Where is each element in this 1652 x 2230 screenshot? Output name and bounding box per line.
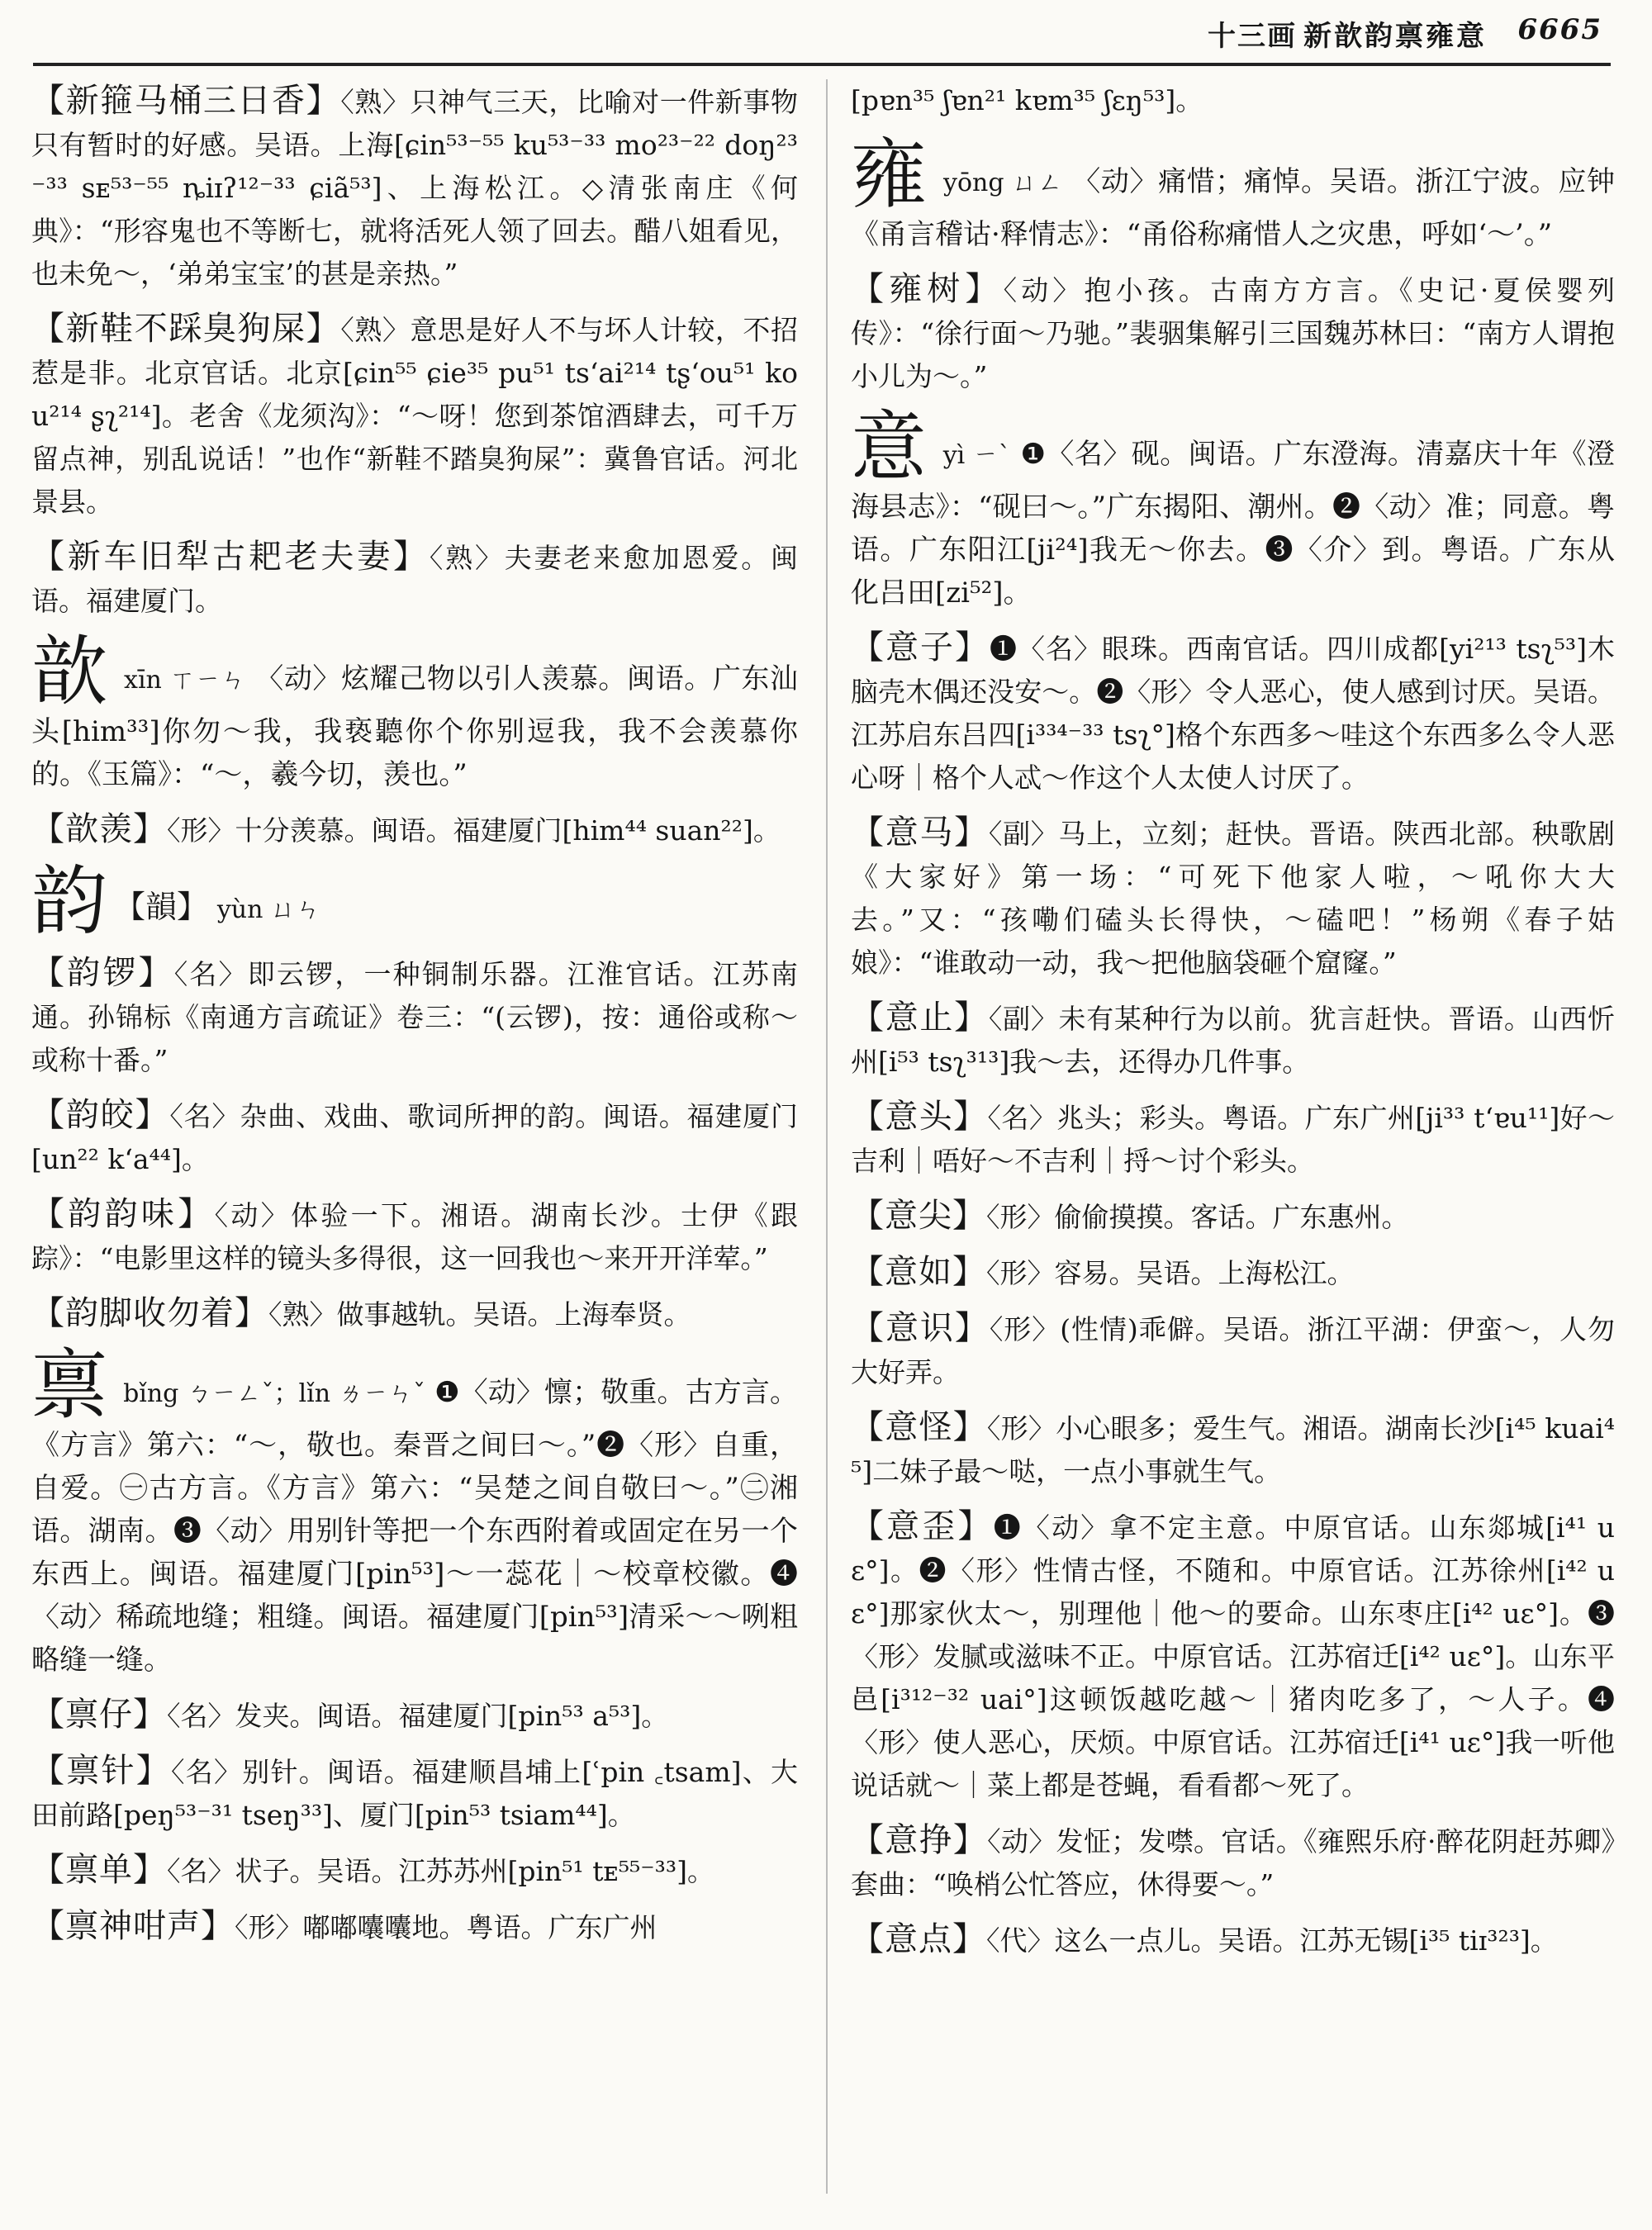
- entry-body: 〈熟〉夫妻老来愈加恩爱。闽语。福建厦门。: [31, 542, 799, 617]
- entry-body: 〈名〉发夹。闽语。福建厦门[pin⁵³ a⁵³]。: [167, 1700, 669, 1732]
- entry-body: ❶〈动〉懔；敬重。古方言。《方言》第六：“～，敬也。秦晋之间曰～。”❷〈形〉自重，自爱。㊀古方言。《方言》第六：“吴楚之间自敬曰～。”㊁湘语。湖南。❸〈动〉用别针等把一个东西附着或固定在另一个东西上。闽语。福建厦门[pin⁵³]～一蕊花｜～校章校徽。❹〈动〉稀疏地缝；粗缝。闽语。福建厦门[pin⁵³]清采～～咧粗略缝一缝。: [31, 1376, 798, 1677]
- entry-body: 〈熟〉意思是好人不与坏人计较，不招惹是非。北京官话。北京[ɕin⁵⁵ ɕie³⁵ pu⁵¹ tsʻai²¹⁴ tʂʻou⁵¹ kou²¹⁴ ʂʅ²¹⁴]。老舍《龙须沟》：“～呀！您到茶馆酒肆去，可千万留点神，别乱说话！”也作“新鞋不踏臭狗屎”：冀鲁官话。河北景县。: [31, 314, 799, 518]
- head-pronunciation: xīn ㄒㄧㄣ: [124, 666, 246, 695]
- entry-headword: 【歆羡】: [31, 810, 167, 848]
- entry-body: 〈熟〉只神气三天，比喻对一件新事物只有暂时的好感。吴语。上海[ɕin⁵³⁻⁵⁵ ku⁵³⁻³³ mo²³⁻²² doŋ²³⁻³³ sᴇ⁵³⁻⁵⁵ ȵiɪʔ¹²⁻³³ ɕiã⁵³]、上海松江。◇清张南庄《何典》：“形容鬼也不等断七，就将活死人领了回去。醋八姐看见，也未免～，‘弟弟宝宝’的甚是亲热。”: [31, 86, 799, 290]
- entry-body: 〈形〉容易。吴语。上海松江。: [986, 1257, 1355, 1289]
- dict-entry: [851, 1918, 1615, 1962]
- entry-headword: 【雍树】: [851, 270, 1004, 308]
- entry-body: 〈动〉抱小孩。古南方方言。《史记·夏侯婴列传》：“徐行面～乃驰。”裴骃集解引三国魏苏林曰：“南方人谓抱小儿为～。”: [851, 274, 1615, 392]
- entry-headword: 【意子】: [851, 629, 990, 667]
- left-column: [31, 79, 808, 2210]
- right-column: [851, 79, 1615, 2210]
- head-pronunciation: yì ㄧˋ: [942, 441, 1012, 470]
- entry-headword: 【禀神咁声】: [31, 1907, 235, 1945]
- dict-entry: [31, 1848, 798, 1893]
- entry-body: ❶〈名〉眼珠。西南官话。四川成都[yi²¹³ tsʅ⁵³]木脑壳木偶还没安～。❷〈形〉令人恶心，使人感到讨厌。吴语。江苏启东吕四[i³³⁴⁻³³ tsʅ°]格个东西多～哇这个东西多么令人恶心呀｜格个人忒～作这个人太使人讨厌了。: [851, 633, 1615, 794]
- head-pronunciation: yùn ㄩㄣ: [216, 895, 320, 924]
- entry-body: 〈代〉这么一点儿。吴语。江苏无锡[i³⁵ tiɪ³²³]。: [986, 1924, 1558, 1957]
- head-character-entry: [31, 1341, 798, 1682]
- entry-headword: 【新箍马桶三日香】: [31, 82, 341, 120]
- head-character-entry: [851, 403, 1615, 614]
- header-chars: 新歆韵禀雍意: [1303, 20, 1487, 53]
- entry-headword: 【禀仔】: [31, 1696, 167, 1734]
- entry-headword: 【意歪】: [851, 1507, 994, 1545]
- entry-headword: 【意点】: [851, 1920, 986, 1958]
- entry-body: 〈名〉别针。闽语。福建顺昌埔上[ʿpin ꜀tsam]、大田前路[peŋ⁵³⁻³¹ tseŋ³³]、厦门[pin⁵³ tsiam⁴⁴]。: [31, 1756, 799, 1831]
- entry-body: 〈副〉未有某种行为以前。犹言赶快。晋语。山西忻州[i⁵³ tsʅ³¹³]我～去，还得办几件事。: [851, 1003, 1615, 1078]
- entry-body: 〈名〉状子。吴语。江苏苏州[pin⁵¹ tᴇ⁵⁵⁻³³]。: [167, 1855, 714, 1887]
- dict-entry: [31, 808, 798, 852]
- entry-headword: 【意马】: [851, 814, 989, 852]
- entry-headword: 【新车旧犁古耙老夫妻】: [31, 538, 430, 576]
- entry-body: 〈动〉痛惜；痛悼。吴语。浙江宁波。应钟《甬言稽诂·释情志》：“甬俗称痛惜人之灾患，呼如‘～’。”: [851, 165, 1615, 251]
- entry-body: 〈动〉发怔；发噤。官话。《雍熙乐府·醉花阴赶苏卿》套曲：“唤梢公忙答应，休得要～。”: [851, 1825, 1615, 1900]
- entry-continuation: [851, 79, 1615, 122]
- dict-entry: [31, 1905, 798, 1949]
- dict-entry: [31, 1749, 798, 1837]
- dict-entry: [31, 307, 798, 524]
- entry-body: 〈动〉炫耀己物以引人羡慕。闽语。广东汕头[him³³]你勿～我，我亵聽你个你别逗我，我不会羡慕你的。《玉篇》：“～，羲今切，羡也。”: [31, 662, 799, 791]
- dict-entry: [31, 1292, 798, 1336]
- entry-body: ❶〈动〉拿不定主意。中原官话。山东郯城[i⁴¹ uɛ°]。❷〈形〉性情古怪，不随和。中原官话。江苏徐州[i⁴² uɛ°]那家伙太～，别理他｜他～的要命。山东枣庄[i⁴² uɛ°]。❸〈形〉发腻或滋味不正。中原官话。江苏宿迁[i⁴² uɛ°]。山东平邑[i³¹²⁻³² uai°]这顿饭越吃越～｜猪肉吃多了，～人子。❹〈形〉使人恶心，厌烦。中原官话。江苏宿迁[i⁴¹ uɛ°]我一听他说话就～｜菜上都是苍蝇，看看都～死了。: [851, 1511, 1615, 1801]
- head-character: 意: [851, 403, 928, 491]
- entry-body: 〈动〉体验一下。湘语。湖南长沙。士伊《跟踪》：“电影里这样的镜头多得很，这一回我也～来开开洋荤。”: [31, 1199, 798, 1274]
- entry-body: 〈名〉即云锣，一种铜制乐器。江淮官话。江苏南通。孙锦标《南通方言疏证》卷三：“(云锣)，按：通俗或称～或称十番。”: [31, 958, 799, 1076]
- entry-body: 〈形〉小心眼多；爱生气。湘语。湖南长沙[i⁴⁵ kuai⁴⁵]二妹子最～哒，一点小事就生气。: [851, 1412, 1615, 1487]
- entry-headword: 【韵脚收勿着】: [31, 1294, 268, 1332]
- entry-headword: 【韵皎】: [31, 1096, 170, 1134]
- page-header: [33, 12, 1611, 66]
- header-section: 十三画: [1208, 20, 1297, 53]
- dict-entry: [31, 1094, 798, 1181]
- dict-entry: [851, 1250, 1615, 1295]
- head-variant: 【韻】: [114, 889, 209, 925]
- entry-headword: 【禀针】: [31, 1752, 172, 1790]
- entry-body: 〈形〉(性情)乖僻。吴语。浙江平湖：伊蛮～，人勿大好弄。: [851, 1313, 1615, 1388]
- dict-entry: [851, 1505, 1615, 1807]
- entry-headword: 【意挣】: [851, 1821, 988, 1859]
- entry-headword: 【意头】: [851, 1098, 988, 1136]
- entry-headword: 【韵锣】: [31, 954, 174, 992]
- dict-entry: [851, 1406, 1615, 1493]
- dict-entry: [31, 951, 798, 1082]
- dict-entry: [851, 1819, 1615, 1906]
- dict-entry: [31, 79, 798, 296]
- entry-headword: 【意尖】: [851, 1197, 986, 1235]
- entry-headword: 【新鞋不踩臭狗屎】: [31, 310, 341, 348]
- head-pronunciation: yōng ㄩㄥ: [943, 168, 1063, 197]
- head-character-entry: [851, 130, 1615, 256]
- dict-entry: [31, 1693, 798, 1738]
- head-pronunciation: bǐng ㄅㄧㄥˇ；lǐn ㄌㄧㄣˇ: [123, 1379, 426, 1408]
- head-character-entry: [31, 857, 798, 946]
- head-character: 雍: [851, 130, 928, 219]
- entry-body: 〈名〉兆头；彩头。粤语。广东广州[ji³³ tʻɐu¹¹]好～吉利｜唔好～不吉利｜捋～讨个彩头。: [851, 1102, 1615, 1177]
- column-divider: [826, 79, 828, 2194]
- entry-headword: 【韵韵味】: [31, 1195, 215, 1233]
- page-number: 6665: [1517, 13, 1602, 46]
- entry-headword: 【意止】: [851, 999, 989, 1037]
- entry-headword: 【意怪】: [851, 1408, 987, 1446]
- dict-entry: [851, 811, 1615, 985]
- dict-entry: [31, 535, 798, 623]
- dict-entry: [851, 1307, 1615, 1394]
- dict-entry: [851, 996, 1615, 1084]
- entry-headword: 【意如】: [851, 1253, 986, 1291]
- entry-body: [pɐn³⁵ ʃɐn²¹ kɐm³⁵ ʃɛŋ⁵³]。: [851, 84, 1203, 116]
- entry-body: 〈副〉马上，立刻；赶快。晋语。陕西北部。秧歌剧《大家好》第一场：“可死下他家人啦，～吼你大大去。”又：“孩嘞们磕头长得快，～磕吧！”杨朔《春子姑娘》：“谁敢动一动，我～把他脑袋砸个窟窿。”: [851, 818, 1615, 979]
- entry-body: 〈形〉十分羡慕。闽语。福建厦门[him⁴⁴ suan²²]。: [167, 814, 781, 847]
- entry-body: 〈名〉杂曲、戏曲、歌词所押的韵。闽语。福建厦门[un²² kʻa⁴⁴]。: [31, 1100, 799, 1175]
- head-character: 歆: [31, 628, 108, 716]
- entry-headword: 【禀单】: [31, 1851, 167, 1889]
- entry-body: 〈形〉嘟嘟囔囔地。粤语。广东广州: [235, 1911, 657, 1943]
- entry-body: ❶〈名〉砚。闽语。广东澄海。清嘉庆十年《澄海县志》：“砚曰～。”广东揭阳、潮州。❷〈动〉准；同意。粤语。广东阳江[ji²⁴]我无～你去。❸〈介〉到。粤语。广东从化吕田[zi⁵²]。: [851, 438, 1615, 610]
- entry-body: 〈形〉偷偷摸摸。客话。广东惠州。: [986, 1201, 1409, 1233]
- dict-entry: [851, 1095, 1615, 1183]
- head-character-entry: [31, 628, 799, 796]
- dict-entry: [851, 626, 1615, 799]
- dict-entry: [851, 268, 1615, 398]
- dict-entry: [851, 1194, 1615, 1239]
- dict-entry: [31, 1193, 798, 1280]
- head-character: 韵: [31, 857, 108, 946]
- entry-headword: 【意识】: [851, 1309, 990, 1347]
- entry-body: 〈熟〉做事越轨。吴语。上海奉贤。: [268, 1298, 691, 1331]
- head-character: 禀: [31, 1341, 108, 1430]
